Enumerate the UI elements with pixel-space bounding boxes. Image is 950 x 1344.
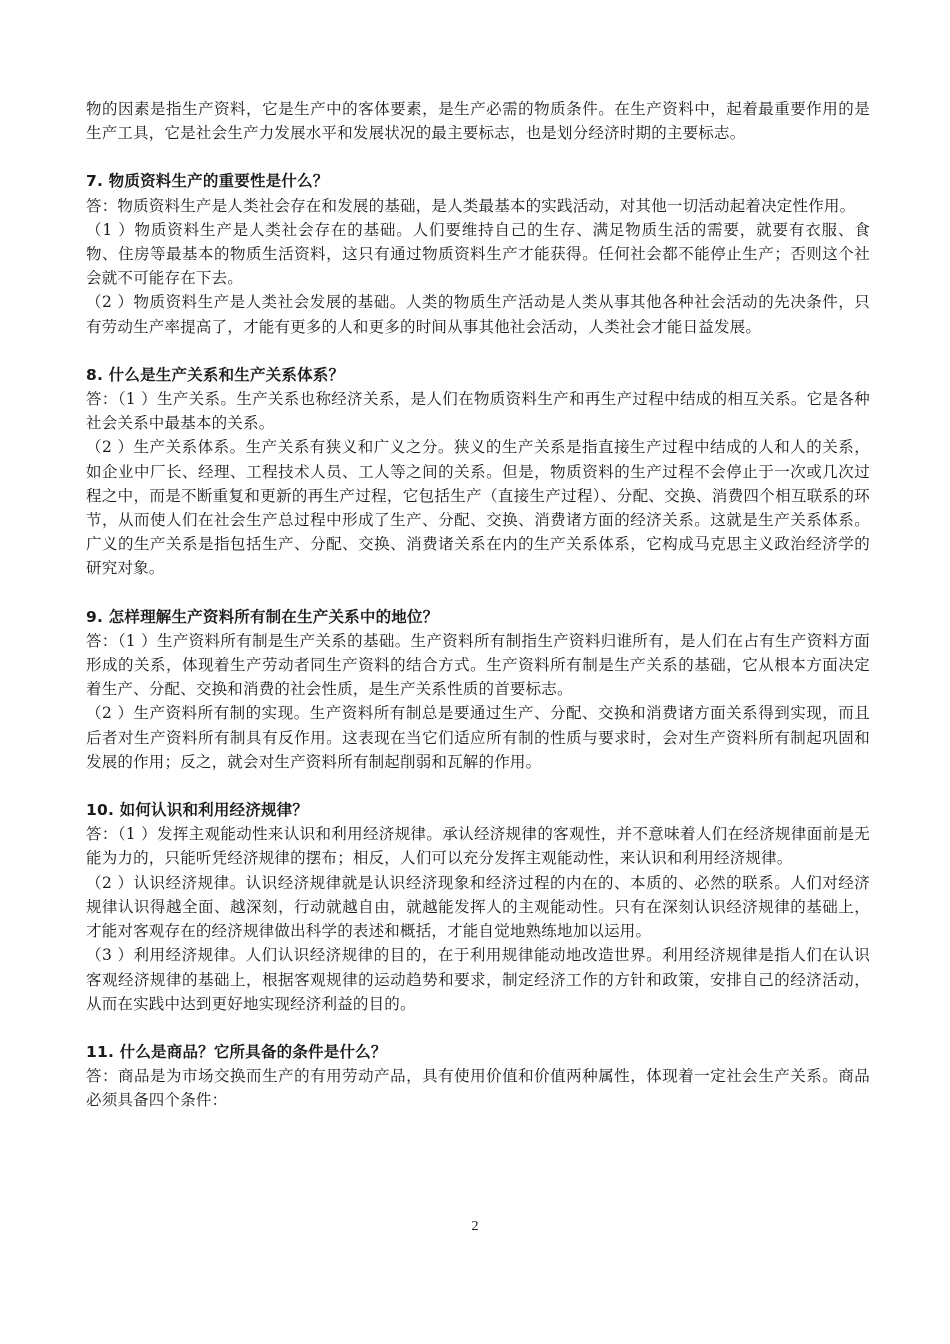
answer-paragraph: 答：（1 ）生产资料所有制是生产关系的基础。生产资料所有制指生产资料归谁所有，是人们在占有生产资料方面形成的关系，体现着生产劳动者同生产资料的结合方式。生产资料所有制是生产关系的基础，它从根本方面决定着生产、分配、交换和消费的社会性质，是生产关系性质的首要标志。 — [86, 631, 870, 699]
answer-paragraph: （2 ）生产关系体系。生产关系有狭义和广义之分。狭义的生产关系是指直接生产过程中结成的人和人的关系，如企业中厂长、经理、工程技术人员、工人等之间的关系。但是，物质资料的生产过程不会停止于一次或几次过程之中，而是不断重复和更新的再生产过程，它包括生产（直接生产过程）、分配、交换、消费四个相互联系的环节，从而使人们在社会生产总过程中形成了生产、分配、交换、消费诸方面的经济关系。这就是生产关系体系。广义的生产关系是指包括生产、分配、交换、消费诸关系在内的生产关系体系，它构成马克思主义政治经济学的研究对象。 — [86, 438, 870, 578]
document-body — [86, 97, 870, 1113]
answer-paragraph: 答：（1 ）发挥主观能动性来认识和利用经济规律。承认经济规律的客观性，并不意味着人们在经济规律面前是无能为力的，只能听凭经济规律的摆布；相反，人们可以充分发挥主观能动性，来认识和利用经济规律。 — [86, 825, 870, 868]
answer-paragraph: （3 ）利用经济规律。人们认识经济规律的目的，在于利用规律能动地改造世界。利用经济规律是指人们在认识客观经济规律的基础上，根据客观规律的运动趋势和要求，制定经济工作的方针和政策，安排自己的经济活动，从而在实践中达到更好地实现经济利益的目的。 — [86, 946, 870, 1013]
answer-paragraph: 答：物质资料生产是人类社会存在和发展的基础，是人类最基本的实践活动，对其他一切活动起着决定性作用。 — [86, 196, 856, 215]
question-title: 11. 什么是商品？它所具备的条件是什么？ — [86, 1042, 387, 1061]
answer-paragraph: 答：商品是为市场交换而生产的有用劳动产品，具有使用价值和价值两种属性，体现着一定社会生产关系。商品必须具备四个条件： — [86, 1067, 870, 1110]
answer-paragraph: （2 ）物质资料生产是人类社会发展的基础。人类的物质生产活动是人类从事其他各种社会活动的先决条件，只有劳动生产率提高了，才能有更多的人和更多的时间从事其他社会活动，人类社会才能日益发展。 — [86, 293, 870, 336]
answer-paragraph: （1 ）物质资料生产是人类社会存在的基础。人们要维持自己的生存、满足物质生活的需要，就要有衣服、食物、住房等最基本的物质生活资料，这只有通过物质资料生产才能获得。任何社会都不能停止生产；否则这个社会就不可能存在下去。 — [86, 220, 870, 288]
question-title: 8. 什么是生产关系和生产关系体系？ — [86, 365, 345, 384]
answer-paragraph: 答：（1 ）生产关系。生产关系也称经济关系，是人们在物质资料生产和再生产过程中结成的相互关系。它是各种社会关系中最基本的关系。 — [86, 390, 870, 433]
intro-paragraph: 物的因素是指生产资料，它是生产中的客体要素，是生产必需的物质条件。在生产资料中，起着最重要作用的是生产工具，它是社会生产力发展水平和发展状况的最主要标志，也是划分经济时期的主要标志。 — [86, 100, 870, 143]
section-7 — [86, 169, 870, 338]
section-8 — [86, 363, 870, 581]
question-title: 9. 怎样理解生产资料所有制在生产关系中的地位？ — [86, 607, 439, 626]
section-10 — [86, 798, 870, 1016]
answer-paragraph: （2 ）认识经济规律。认识经济规律就是认识经济现象和经济过程的内在的、本质的、必然的联系。人们对经济规律认识得越全面、越深刻，行动就越自由，就越能发挥人的主观能动性。只有在深刻认识经济规律的基础上，才能对客观存在的经济规律做出科学的表述和概括，才能自觉地熟练地加以运用。 — [86, 873, 870, 941]
question-title: 10. 如何认识和利用经济规律？ — [86, 801, 309, 820]
section-11 — [86, 1040, 870, 1113]
page-number: 2 — [471, 1219, 479, 1234]
question-title: 7. 物质资料生产的重要性是什么？ — [86, 172, 329, 191]
answer-paragraph: （2 ）生产资料所有制的实现。生产资料所有制总是要通过生产、分配、交换和消费诸方面关系得到实现，而且后者对生产资料所有制具有反作用。这表现在当它们适应所有制的性质与要求时，会对生产资料所有制起巩固和发展的作用；反之，就会对生产资料所有制起削弱和瓦解的作用。 — [86, 704, 870, 771]
section-9 — [86, 605, 870, 774]
